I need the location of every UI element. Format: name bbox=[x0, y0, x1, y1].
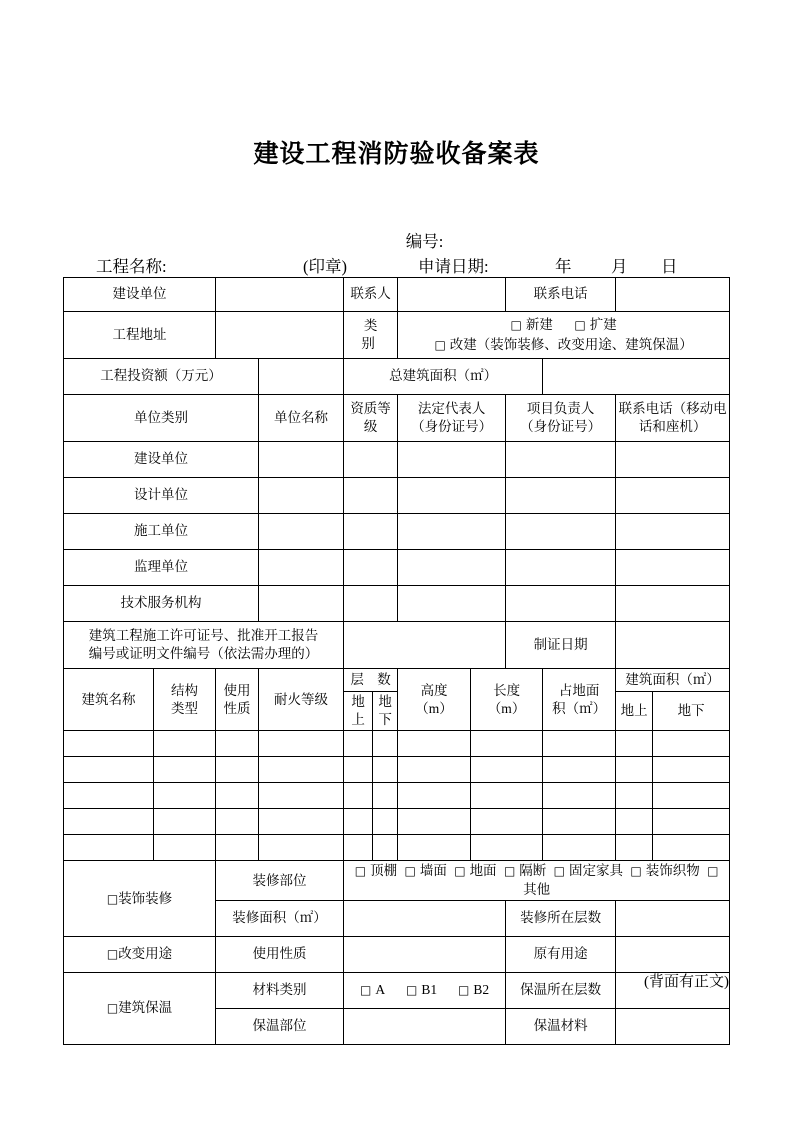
land-area-line1: 占地面 bbox=[558, 682, 600, 698]
serial-number-line bbox=[0, 228, 793, 252]
qualification-level-line2: 级 bbox=[363, 419, 378, 434]
decoration-option-partition[interactable] bbox=[502, 863, 548, 878]
table-row-project-address bbox=[64, 312, 730, 359]
checkbox-icon: □ bbox=[574, 317, 586, 332]
cell-contact-person-value[interactable] bbox=[398, 278, 506, 312]
cell-legal-rep-value[interactable] bbox=[398, 586, 506, 622]
checkbox-icon: □ bbox=[553, 864, 565, 879]
cell-building-name-header: 建筑名称 bbox=[64, 669, 154, 731]
table-row-building-data bbox=[64, 835, 730, 861]
material-option-a-label: A bbox=[375, 982, 386, 998]
cell-insulation-floors-label: 保温所在层数 bbox=[506, 972, 616, 1008]
cell-contact-phone-value[interactable] bbox=[616, 278, 730, 312]
cell-floors-above-value[interactable] bbox=[344, 783, 373, 809]
cell-land-area-value[interactable] bbox=[543, 809, 616, 835]
cell-floors-above-value[interactable] bbox=[344, 835, 373, 861]
cell-structure-type-value[interactable] bbox=[154, 757, 216, 783]
cell-contact-phone-label: 联系电话 bbox=[506, 278, 616, 312]
checkbox-icon: □ bbox=[404, 864, 416, 879]
cell-insulation-part-label: 保温部位 bbox=[216, 1008, 344, 1044]
cell-issue-date-label: 制证日期 bbox=[506, 622, 616, 669]
cell-land-area-value[interactable] bbox=[543, 835, 616, 861]
cell-land-area-value[interactable] bbox=[543, 757, 616, 783]
checkbox-rebuild[interactable] bbox=[432, 337, 694, 352]
cell-length-value[interactable] bbox=[471, 731, 543, 757]
cell-investment-value[interactable] bbox=[259, 359, 344, 395]
cell-area-below-value[interactable] bbox=[653, 835, 730, 861]
height-line2: （m） bbox=[415, 700, 453, 716]
cell-unit-name-value[interactable] bbox=[259, 586, 344, 622]
cell-floors-below-header: 地下 bbox=[373, 692, 398, 731]
cell-unit-label: 监理单位 bbox=[64, 550, 259, 586]
decoration-option-ceiling-label: 顶棚 bbox=[370, 863, 398, 879]
cell-floor-area-group-header: 建筑面积（㎡） bbox=[616, 669, 730, 692]
table-row-investment bbox=[64, 359, 730, 395]
cell-building-name-value[interactable] bbox=[64, 783, 154, 809]
cell-use-nature-value[interactable] bbox=[216, 731, 259, 757]
cell-unit-phone-value[interactable] bbox=[616, 442, 730, 478]
table-row-unit-supervision bbox=[64, 550, 730, 586]
table-row-building-data bbox=[64, 783, 730, 809]
checkbox-icon: □ bbox=[510, 317, 522, 332]
page-title: 建设工程消防验收备案表 bbox=[253, 141, 540, 168]
cell-area-below-value[interactable] bbox=[653, 731, 730, 757]
structure-type-line2: 类型 bbox=[171, 700, 199, 716]
cell-height-value[interactable] bbox=[398, 757, 471, 783]
cell-height-value[interactable] bbox=[398, 809, 471, 835]
cell-area-above-value[interactable] bbox=[616, 809, 653, 835]
checkbox-icon: □ bbox=[458, 983, 470, 998]
cell-construction-unit-value[interactable] bbox=[216, 278, 344, 312]
checkbox-icon: □ bbox=[360, 983, 372, 998]
table-row-decoration-parts bbox=[64, 861, 730, 900]
cell-area-below-value[interactable] bbox=[653, 783, 730, 809]
cell-height-header bbox=[398, 669, 471, 731]
checkbox-icon: □ bbox=[106, 1001, 119, 1016]
checkbox-icon: □ bbox=[434, 338, 446, 352]
cell-contact-person-label: 联系人 bbox=[344, 278, 398, 312]
cell-floors-below-value[interactable] bbox=[373, 783, 398, 809]
cell-unit-category-header: 单位类别 bbox=[64, 395, 259, 442]
category-options-line2 bbox=[400, 335, 727, 355]
legal-rep-line2: （身份证号） bbox=[411, 419, 493, 434]
day-label: 日 bbox=[661, 257, 678, 276]
cell-unit-name-value[interactable] bbox=[259, 514, 344, 550]
legal-rep-line1: 法定代表人 bbox=[417, 400, 486, 416]
cell-use-nature-value[interactable] bbox=[216, 809, 259, 835]
cell-floors-below-value[interactable] bbox=[373, 731, 398, 757]
apply-date-label: 申请日期: bbox=[418, 257, 489, 276]
unit-phone-line1: 联系电话（移动电 bbox=[618, 400, 727, 416]
permit-label-line1: 建筑工程施工许可证号、批准开工报告 bbox=[88, 627, 319, 643]
category-label-text: 类 别 bbox=[361, 317, 401, 351]
cell-qualification-value[interactable] bbox=[344, 478, 398, 514]
cell-permit-value[interactable] bbox=[344, 622, 506, 669]
cell-original-use-value[interactable] bbox=[616, 936, 730, 972]
decoration-option-fabric[interactable] bbox=[628, 863, 701, 878]
cell-building-name-value[interactable] bbox=[64, 835, 154, 861]
cell-project-address-value[interactable] bbox=[216, 312, 344, 359]
cell-floors-above-value[interactable] bbox=[344, 731, 373, 757]
cell-fire-resistance-value[interactable] bbox=[259, 757, 344, 783]
cell-structure-type-value[interactable] bbox=[154, 783, 216, 809]
cell-project-address-label: 工程地址 bbox=[64, 312, 216, 359]
decoration-option-fabric-label: 装饰织物 bbox=[645, 863, 700, 879]
cell-fire-resistance-header: 耐火等级 bbox=[259, 669, 344, 731]
cell-length-value[interactable] bbox=[471, 835, 543, 861]
use-nature-line1: 使用 bbox=[223, 682, 251, 698]
cell-total-area-label: 总建筑面积（㎡） bbox=[344, 359, 543, 395]
checkbox-icon: □ bbox=[454, 864, 466, 879]
cell-fire-resistance-value[interactable] bbox=[259, 809, 344, 835]
cell-construction-unit-label: 建设单位 bbox=[64, 278, 216, 312]
cell-decoration-floors-label: 装修所在层数 bbox=[506, 900, 616, 936]
cell-land-area-value[interactable] bbox=[543, 731, 616, 757]
cell-unit-phone-value[interactable] bbox=[616, 550, 730, 586]
cell-project-manager-value[interactable] bbox=[506, 586, 616, 622]
cell-area-below-value[interactable] bbox=[653, 757, 730, 783]
cell-structure-type-value[interactable] bbox=[154, 809, 216, 835]
cell-length-value[interactable] bbox=[471, 783, 543, 809]
decoration-option-wall[interactable] bbox=[403, 863, 449, 878]
cell-unit-name-header: 单位名称 bbox=[259, 395, 344, 442]
cell-unit-label: 技术服务机构 bbox=[64, 586, 259, 622]
checkbox-icon: □ bbox=[707, 864, 719, 879]
cell-structure-type-value[interactable] bbox=[154, 731, 216, 757]
table-row-building-data bbox=[64, 809, 730, 835]
change-use-label-text: 改变用途 bbox=[118, 946, 173, 962]
category-options-line1 bbox=[400, 315, 727, 335]
decoration-option-floor-label: 地面 bbox=[469, 863, 497, 879]
cell-use-nature-value[interactable] bbox=[216, 835, 259, 861]
decoration-label-text: 装饰装修 bbox=[118, 890, 173, 906]
header-meta-row bbox=[63, 253, 729, 277]
table-row-unit-technical-service bbox=[64, 586, 730, 622]
table-row-building-data bbox=[64, 757, 730, 783]
cell-fire-resistance-value[interactable] bbox=[259, 783, 344, 809]
table-row-permit bbox=[64, 622, 730, 669]
checkbox-rebuild-label: 改建（装饰装修、改变用途、建筑保温） bbox=[449, 337, 693, 352]
decoration-option-fixed-furniture-label: 固定家具 bbox=[569, 863, 623, 879]
cell-floors-group-header: 层 数 bbox=[344, 669, 398, 692]
project-manager-line1: 项目负责人 bbox=[526, 400, 595, 416]
cell-decoration-checkbox[interactable] bbox=[64, 861, 216, 936]
cell-fire-resistance-value[interactable] bbox=[259, 731, 344, 757]
cell-legal-rep-value[interactable] bbox=[398, 514, 506, 550]
cell-structure-type-header bbox=[154, 669, 216, 731]
cell-use-nature-value[interactable] bbox=[344, 936, 506, 972]
permit-label-line2: 编号或证明文件编号（依法需办理的） bbox=[88, 646, 319, 661]
cell-unit-name-value[interactable] bbox=[259, 442, 344, 478]
cell-unit-phone-value[interactable] bbox=[616, 478, 730, 514]
cell-qualification-value[interactable] bbox=[344, 514, 398, 550]
checkbox-icon: □ bbox=[503, 864, 516, 879]
cell-material-category-label: 材料类别 bbox=[216, 972, 344, 1008]
cell-floors-below-value[interactable] bbox=[373, 835, 398, 861]
cell-total-area-value[interactable] bbox=[543, 359, 730, 395]
decoration-option-other-label: 其他 bbox=[523, 881, 551, 897]
checkbox-icon: □ bbox=[630, 864, 642, 879]
cell-building-name-value[interactable] bbox=[64, 757, 154, 783]
cell-area-above-value[interactable] bbox=[616, 783, 653, 809]
cell-unit-name-value[interactable] bbox=[259, 550, 344, 586]
cell-project-manager-header bbox=[506, 395, 616, 442]
cell-insulation-material-value[interactable] bbox=[616, 1008, 730, 1044]
table-row-change-use bbox=[64, 936, 730, 972]
cell-project-manager-value[interactable] bbox=[506, 550, 616, 586]
cell-investment-label: 工程投资额（万元） bbox=[64, 359, 259, 395]
cell-decoration-floors-value[interactable] bbox=[616, 900, 730, 936]
insulation-label-text: 建筑保温 bbox=[118, 1000, 173, 1016]
year-label: 年 bbox=[555, 257, 572, 276]
cell-unit-label: 设计单位 bbox=[64, 478, 259, 514]
cell-use-nature-value[interactable] bbox=[216, 757, 259, 783]
cell-area-above-value[interactable] bbox=[616, 835, 653, 861]
cell-height-value[interactable] bbox=[398, 783, 471, 809]
structure-type-line1: 结构 bbox=[171, 682, 199, 698]
land-area-line2: 积（㎡） bbox=[552, 700, 607, 716]
cell-area-above-header: 地上 bbox=[616, 692, 653, 731]
cell-qualification-value[interactable] bbox=[344, 550, 398, 586]
checkbox-new-build[interactable] bbox=[509, 317, 555, 332]
cell-insulation-material-label: 保温材料 bbox=[506, 1008, 616, 1044]
main-form-table bbox=[63, 277, 730, 1045]
cell-permit-label bbox=[64, 622, 344, 669]
cell-unit-label: 建设单位 bbox=[64, 442, 259, 478]
cell-category-options[interactable] bbox=[398, 312, 730, 359]
month-label: 月 bbox=[611, 257, 628, 276]
qualification-level-line1: 资质等 bbox=[350, 400, 391, 416]
cell-qualification-level-header bbox=[344, 395, 398, 442]
cell-building-name-value[interactable] bbox=[64, 731, 154, 757]
cell-area-below-header: 地下 bbox=[653, 692, 730, 731]
use-nature-line2: 性质 bbox=[223, 700, 251, 716]
cell-unit-name-value[interactable] bbox=[259, 478, 344, 514]
checkbox-icon: □ bbox=[106, 891, 119, 906]
cell-project-manager-value[interactable] bbox=[506, 442, 616, 478]
decoration-option-floor[interactable] bbox=[452, 863, 498, 878]
cell-length-value[interactable] bbox=[471, 757, 543, 783]
cell-height-value[interactable] bbox=[398, 835, 471, 861]
cell-original-use-label: 原有用途 bbox=[506, 936, 616, 972]
seal-label: (印章) bbox=[303, 257, 347, 276]
cell-area-above-value[interactable] bbox=[616, 757, 653, 783]
table-row-unit-construction-contractor bbox=[64, 514, 730, 550]
cell-category-label bbox=[344, 312, 401, 359]
cell-legal-rep-value[interactable] bbox=[398, 478, 506, 514]
cell-length-header bbox=[471, 669, 543, 731]
length-line2: （m） bbox=[487, 700, 526, 716]
project-manager-line2: （身份证号） bbox=[520, 419, 602, 434]
serial-number-label: 编号: bbox=[405, 232, 444, 251]
cell-decoration-part-options[interactable] bbox=[344, 861, 730, 900]
decoration-option-fixed-furniture[interactable] bbox=[552, 863, 625, 878]
cell-qualification-value[interactable] bbox=[344, 586, 398, 622]
checkbox-expand-build-label: 扩建 bbox=[589, 316, 617, 332]
checkbox-icon: □ bbox=[354, 864, 367, 879]
cell-project-manager-value[interactable] bbox=[506, 478, 616, 514]
cell-decoration-area-label: 装修面积（㎡） bbox=[216, 900, 344, 936]
length-line1: 长度 bbox=[493, 682, 521, 698]
cell-building-name-value[interactable] bbox=[64, 809, 154, 835]
cell-area-below-value[interactable] bbox=[653, 809, 730, 835]
unit-phone-line2: 话和座机） bbox=[638, 419, 707, 434]
checkbox-new-build-label: 新建 bbox=[525, 316, 553, 332]
cell-floors-above-header: 地上 bbox=[344, 692, 373, 731]
cell-land-area-value[interactable] bbox=[543, 783, 616, 809]
cell-floors-below-value[interactable] bbox=[373, 757, 398, 783]
cell-unit-phone-header bbox=[616, 395, 730, 442]
checkbox-icon: □ bbox=[106, 947, 119, 962]
cell-use-nature-value[interactable] bbox=[216, 783, 259, 809]
cell-unit-label: 施工单位 bbox=[64, 514, 259, 550]
cell-change-use-checkbox[interactable] bbox=[64, 936, 216, 972]
table-row-building-data bbox=[64, 731, 730, 757]
table-row-units-header bbox=[64, 395, 730, 442]
cell-legal-rep-value[interactable] bbox=[398, 442, 506, 478]
project-name-label: 工程名称: bbox=[96, 257, 167, 276]
height-line1: 高度 bbox=[420, 682, 448, 698]
cell-qualification-value[interactable] bbox=[344, 442, 398, 478]
cell-unit-phone-value[interactable] bbox=[616, 514, 730, 550]
cell-length-value[interactable] bbox=[471, 809, 543, 835]
cell-unit-phone-value[interactable] bbox=[616, 586, 730, 622]
material-option-b2-label: B2 bbox=[473, 982, 490, 998]
table-row-construction-unit bbox=[64, 278, 730, 312]
cell-project-manager-value[interactable] bbox=[506, 514, 616, 550]
cell-insulation-part-value[interactable] bbox=[344, 1008, 506, 1044]
table-row-unit-design bbox=[64, 478, 730, 514]
table-row-unit-construction bbox=[64, 442, 730, 478]
cell-height-value[interactable] bbox=[398, 731, 471, 757]
cell-floors-below-value[interactable] bbox=[373, 809, 398, 835]
checkbox-expand-build[interactable] bbox=[572, 317, 618, 332]
cell-floors-above-value[interactable] bbox=[344, 809, 373, 835]
cell-fire-resistance-value[interactable] bbox=[259, 835, 344, 861]
decoration-option-partition-label: 隔断 bbox=[519, 863, 547, 879]
cell-issue-date-value[interactable] bbox=[616, 622, 730, 669]
cell-decoration-area-value[interactable] bbox=[344, 900, 506, 936]
cell-decoration-part-label: 装修部位 bbox=[216, 861, 344, 900]
checkbox-icon: □ bbox=[406, 983, 418, 998]
footer-note: (背面有正文) bbox=[644, 974, 729, 990]
cell-floors-above-value[interactable] bbox=[344, 757, 373, 783]
cell-structure-type-value[interactable] bbox=[154, 835, 216, 861]
cell-legal-rep-header bbox=[398, 395, 506, 442]
material-option-b1-label: B1 bbox=[421, 982, 438, 998]
cell-legal-rep-value[interactable] bbox=[398, 550, 506, 586]
table-row-buildings-header-top bbox=[64, 669, 730, 692]
decoration-option-ceiling[interactable] bbox=[353, 863, 399, 878]
cell-use-nature-header bbox=[216, 669, 259, 731]
cell-area-above-value[interactable] bbox=[616, 731, 653, 757]
cell-land-area-header bbox=[543, 669, 616, 731]
decoration-option-wall-label: 墙面 bbox=[419, 863, 447, 879]
cell-use-nature-label: 使用性质 bbox=[216, 936, 344, 972]
